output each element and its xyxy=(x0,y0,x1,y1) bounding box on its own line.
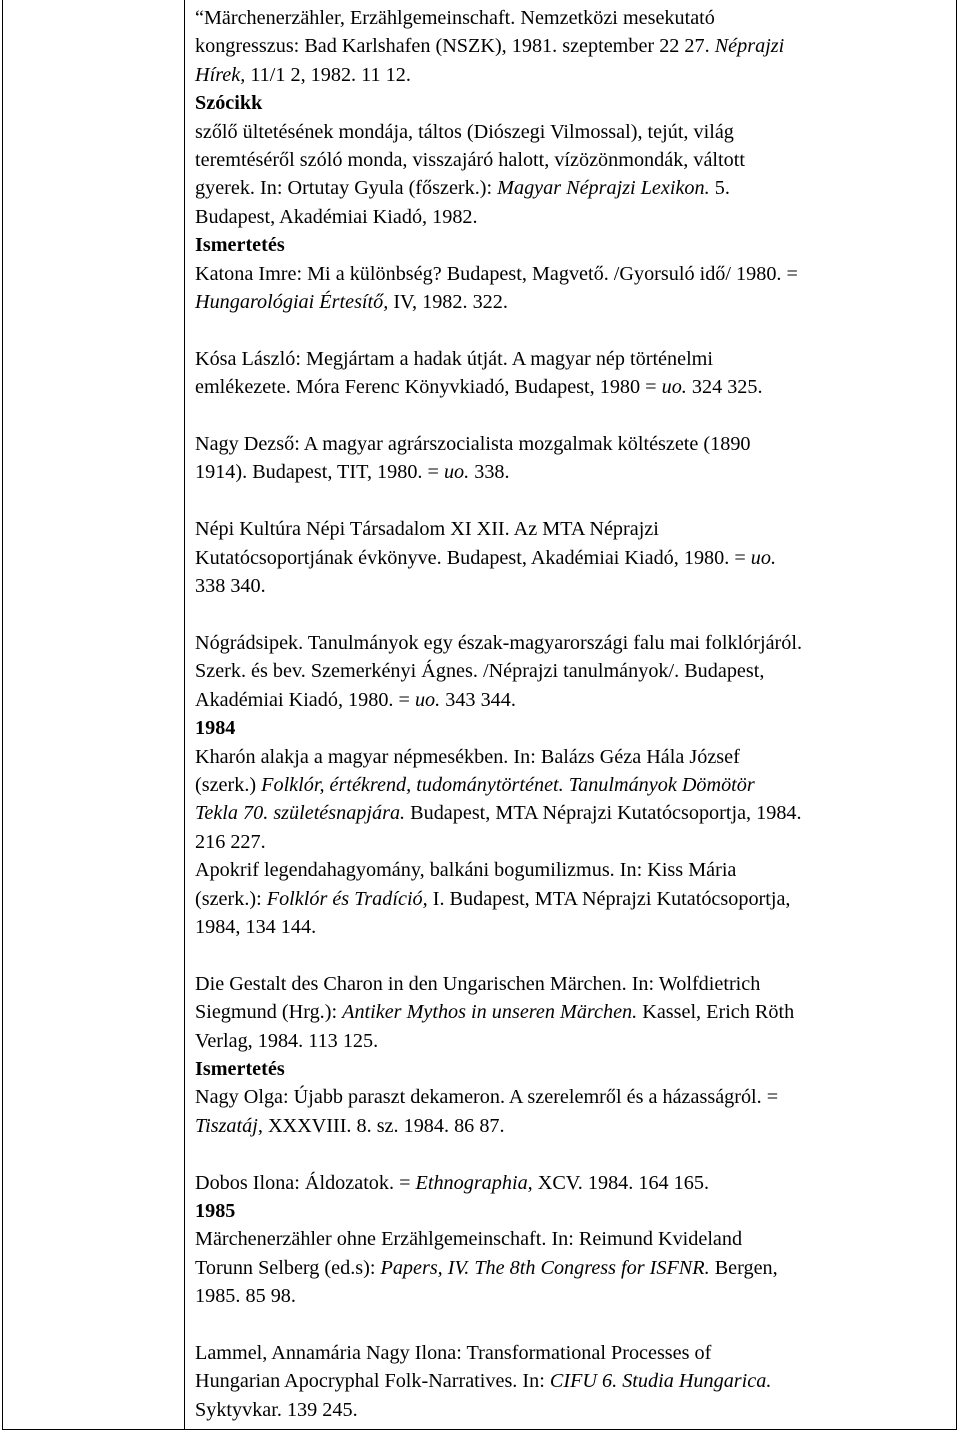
entry-text: Lammel, Annamária Nagy Ilona: Transformational Processes of xyxy=(195,1341,712,1364)
entry-line xyxy=(195,828,947,856)
entry-text: XCV. 1984. 164 165. xyxy=(532,1171,710,1194)
bibliography-entry xyxy=(195,856,947,941)
entry-text: Apokrif legendahagyomány, balkáni bogumilizmus. In: Kiss Mária xyxy=(195,859,737,882)
entry-text: Kutatócsoportjának évkönyve. Budapest, Akadémiai Kiadó, 1980. = xyxy=(195,546,751,569)
entry-text: 338 340. xyxy=(195,575,266,598)
section-heading: Ismertetés xyxy=(195,234,285,257)
entry-line xyxy=(195,1169,947,1197)
entry-line xyxy=(195,146,947,174)
entry-line xyxy=(195,998,947,1026)
entry-line xyxy=(195,1282,947,1310)
bibliography-entry xyxy=(195,1339,947,1424)
entry-line xyxy=(195,913,947,941)
entry-text: 1985. 85 98. xyxy=(195,1285,296,1308)
bibliography-entry xyxy=(195,345,947,402)
entry-text: Torunn Selberg (ed.s): xyxy=(195,1256,381,1279)
entry-text: Nagy Dezső: A magyar agrárszocialista mozgalmak költészete (1890 xyxy=(195,433,751,456)
entry-line xyxy=(195,515,947,543)
bibliography-entry xyxy=(195,4,947,89)
entry-text: (szerk.): xyxy=(195,887,267,910)
italic-title-text: Tiszatáj, xyxy=(195,1114,263,1137)
bibliography-cell xyxy=(195,4,947,1424)
bibliography-entry xyxy=(195,118,947,232)
entry-text: 5. xyxy=(709,177,730,200)
entry-text: szőlő ültetésének mondája, táltos (Diószegi Vilmossal), tejút, világ xyxy=(195,120,734,143)
entry-line xyxy=(195,373,947,401)
entry-line xyxy=(195,629,947,657)
entry-line xyxy=(195,4,947,32)
entry-line xyxy=(195,260,947,288)
italic-title-text: Néprajzi xyxy=(714,35,785,58)
section-heading: 1984 xyxy=(195,717,236,740)
section-heading: Szócikk xyxy=(195,92,263,115)
italic-title-text: Hungarológiai Értesítő, xyxy=(195,291,389,314)
bibliography-entry xyxy=(195,430,947,487)
entry-line xyxy=(195,743,947,771)
entry-line xyxy=(195,1367,947,1395)
entry-line xyxy=(195,430,947,458)
bibliography-entry xyxy=(195,515,947,600)
entry-line xyxy=(195,61,947,89)
italic-title-text: Antiker Mythos in unseren Märchen. xyxy=(342,1001,638,1024)
entry-text: I. Budapest, MTA Néprajzi Kutatócsoportja, xyxy=(427,887,791,910)
italic-title-text: uo. xyxy=(414,688,441,711)
bibliography-entry xyxy=(195,1083,947,1140)
section-heading: Ismertetés xyxy=(195,1057,285,1080)
entry-line xyxy=(195,1027,947,1055)
italic-title-text: Tekla 70. születésnapjára. xyxy=(195,802,406,825)
entry-text: Siegmund (Hrg.): xyxy=(195,1001,343,1024)
entry-text: Szerk. és bev. Szemerkényi Ágnes. /Néprajzi tanulmányok/. Budapest, xyxy=(195,660,765,683)
entry-text: teremtéséről szóló monda, visszajáró halott, vízözönmondák, váltott xyxy=(195,149,745,172)
entry-text: Verlag, 1984. 113 125. xyxy=(195,1029,379,1052)
italic-title-text: Folklór, értékrend, tudománytörténet. Tanulmányok Dömötör xyxy=(261,773,755,796)
entry-line xyxy=(195,345,947,373)
italic-title-text: Magyar Néprajzi Lexikon. xyxy=(497,177,710,200)
entry-text: 11/1 2, 1982. 11 12. xyxy=(245,63,411,86)
entry-text: Kassel, Erich Röth xyxy=(637,1001,795,1024)
italic-title-text: Ethnographia, xyxy=(415,1171,533,1194)
entry-text: 1914). Budapest, TIT, 1980. = xyxy=(195,461,444,484)
entry-line xyxy=(195,771,947,799)
entry-line xyxy=(195,572,947,600)
italic-title-text: Papers, IV. The 8th Congress for ISFNR. xyxy=(380,1256,710,1279)
entry-text: (szerk.) xyxy=(195,773,262,796)
bibliography-entry xyxy=(195,1225,947,1310)
entry-text: Nagy Olga: Újabb paraszt dekameron. A szerelemről és a házasságról. = xyxy=(195,1086,779,1109)
entry-text: kongresszus: Bad Karlshafen (NSZK), 1981. szeptember 22 27. xyxy=(195,35,715,58)
bibliography-entry xyxy=(195,260,947,317)
empty-left-column xyxy=(2,0,185,1430)
italic-title-text: Folklór és Tradíció, xyxy=(266,887,428,910)
bibliography-entry xyxy=(195,629,947,714)
bibliography-entry xyxy=(195,970,947,1055)
entry-line xyxy=(195,799,947,827)
entry-line xyxy=(195,174,947,202)
entry-line xyxy=(195,458,947,486)
entry-text: Märchenerzähler ohne Erzählgemeinschaft. In: Reimund Kvideland xyxy=(195,1228,743,1251)
entry-line xyxy=(195,1254,947,1282)
entry-text: Budapest, Akadémiai Kiadó, 1982. xyxy=(195,205,478,228)
entry-text: emlékezete. Móra Ferenc Könyvkiadó, Budapest, 1980 = xyxy=(195,376,662,399)
italic-title-text: uo. xyxy=(443,461,470,484)
italic-title-text: CIFU 6. Studia Hungarica. xyxy=(549,1370,772,1393)
entry-text: XXXVIII. 8. sz. 1984. 86 87. xyxy=(262,1114,505,1137)
entry-text: 338. xyxy=(469,461,510,484)
italic-title-text: uo. xyxy=(661,376,687,399)
entry-line xyxy=(195,657,947,685)
entry-text: Hungarian Apocryphal Folk-Narratives. In: xyxy=(195,1370,550,1393)
entry-spacer xyxy=(195,402,947,430)
entry-line xyxy=(195,544,947,572)
entry-text: Dobos Ilona: Áldozatok. = xyxy=(195,1171,416,1194)
entry-text: 324 325. xyxy=(686,376,763,399)
entry-text: Katona Imre: Mi a különbség? Budapest, Magvető. /Gyorsuló idő/ 1980. = xyxy=(195,262,798,285)
entry-text: Kósa László: Megjártam a hadak útját. A magyar nép történelmi xyxy=(195,347,713,370)
entry-text: Syktyvkar. 139 245. xyxy=(195,1398,358,1421)
entry-line xyxy=(195,32,947,60)
entry-line xyxy=(195,1083,947,1111)
entry-line xyxy=(195,856,947,884)
entry-line xyxy=(195,885,947,913)
entry-line xyxy=(195,118,947,146)
entry-text: Nógrádsipek. Tanulmányok egy észak-magyarországi falu mai folklórjáról. xyxy=(195,631,803,654)
bibliography-entry xyxy=(195,743,947,857)
entry-text: Kharón alakja a magyar népmesékben. In: Balázs Géza Hála József xyxy=(195,745,740,768)
entry-text: gyerek. In: Ortutay Gyula (főszerk.): xyxy=(195,177,498,200)
entry-line xyxy=(195,1112,947,1140)
entry-line xyxy=(195,203,947,231)
entry-text: “Märchenerzähler, Erzählgemeinschaft. Nemzetközi mesekutató xyxy=(195,7,715,29)
entry-line xyxy=(195,288,947,316)
entry-text: 216 227. xyxy=(195,830,266,853)
section-heading: 1985 xyxy=(195,1199,236,1222)
entry-line xyxy=(195,970,947,998)
italic-title-text: uo. xyxy=(750,546,777,569)
entry-text: Népi Kultúra Népi Társadalom XI XII. Az MTA Néprajzi xyxy=(195,518,659,541)
italic-title-text: Hírek, xyxy=(195,63,246,86)
entry-text: Bergen, xyxy=(709,1256,778,1279)
entry-line xyxy=(195,686,947,714)
entry-text: Akadémiai Kiadó, 1980. = xyxy=(195,688,415,711)
entry-text: 1984, 134 144. xyxy=(195,915,317,938)
entry-spacer xyxy=(195,941,947,969)
entry-text: Die Gestalt des Charon in den Ungarischen Märchen. In: Wolfdietrich xyxy=(195,972,761,995)
entry-spacer xyxy=(195,487,947,515)
entry-spacer xyxy=(195,600,947,628)
entry-text: 343 344. xyxy=(440,688,516,711)
entry-line xyxy=(195,1225,947,1253)
entry-spacer xyxy=(195,1140,947,1168)
entry-line xyxy=(195,1396,947,1424)
entry-spacer xyxy=(195,1311,947,1339)
entry-spacer xyxy=(195,316,947,344)
bibliography-entry xyxy=(195,1169,947,1197)
entry-text: IV, 1982. 322. xyxy=(388,291,508,314)
entry-text: Budapest, MTA Néprajzi Kutatócsoportja, 1984. xyxy=(405,802,802,825)
entry-line xyxy=(195,1339,947,1367)
